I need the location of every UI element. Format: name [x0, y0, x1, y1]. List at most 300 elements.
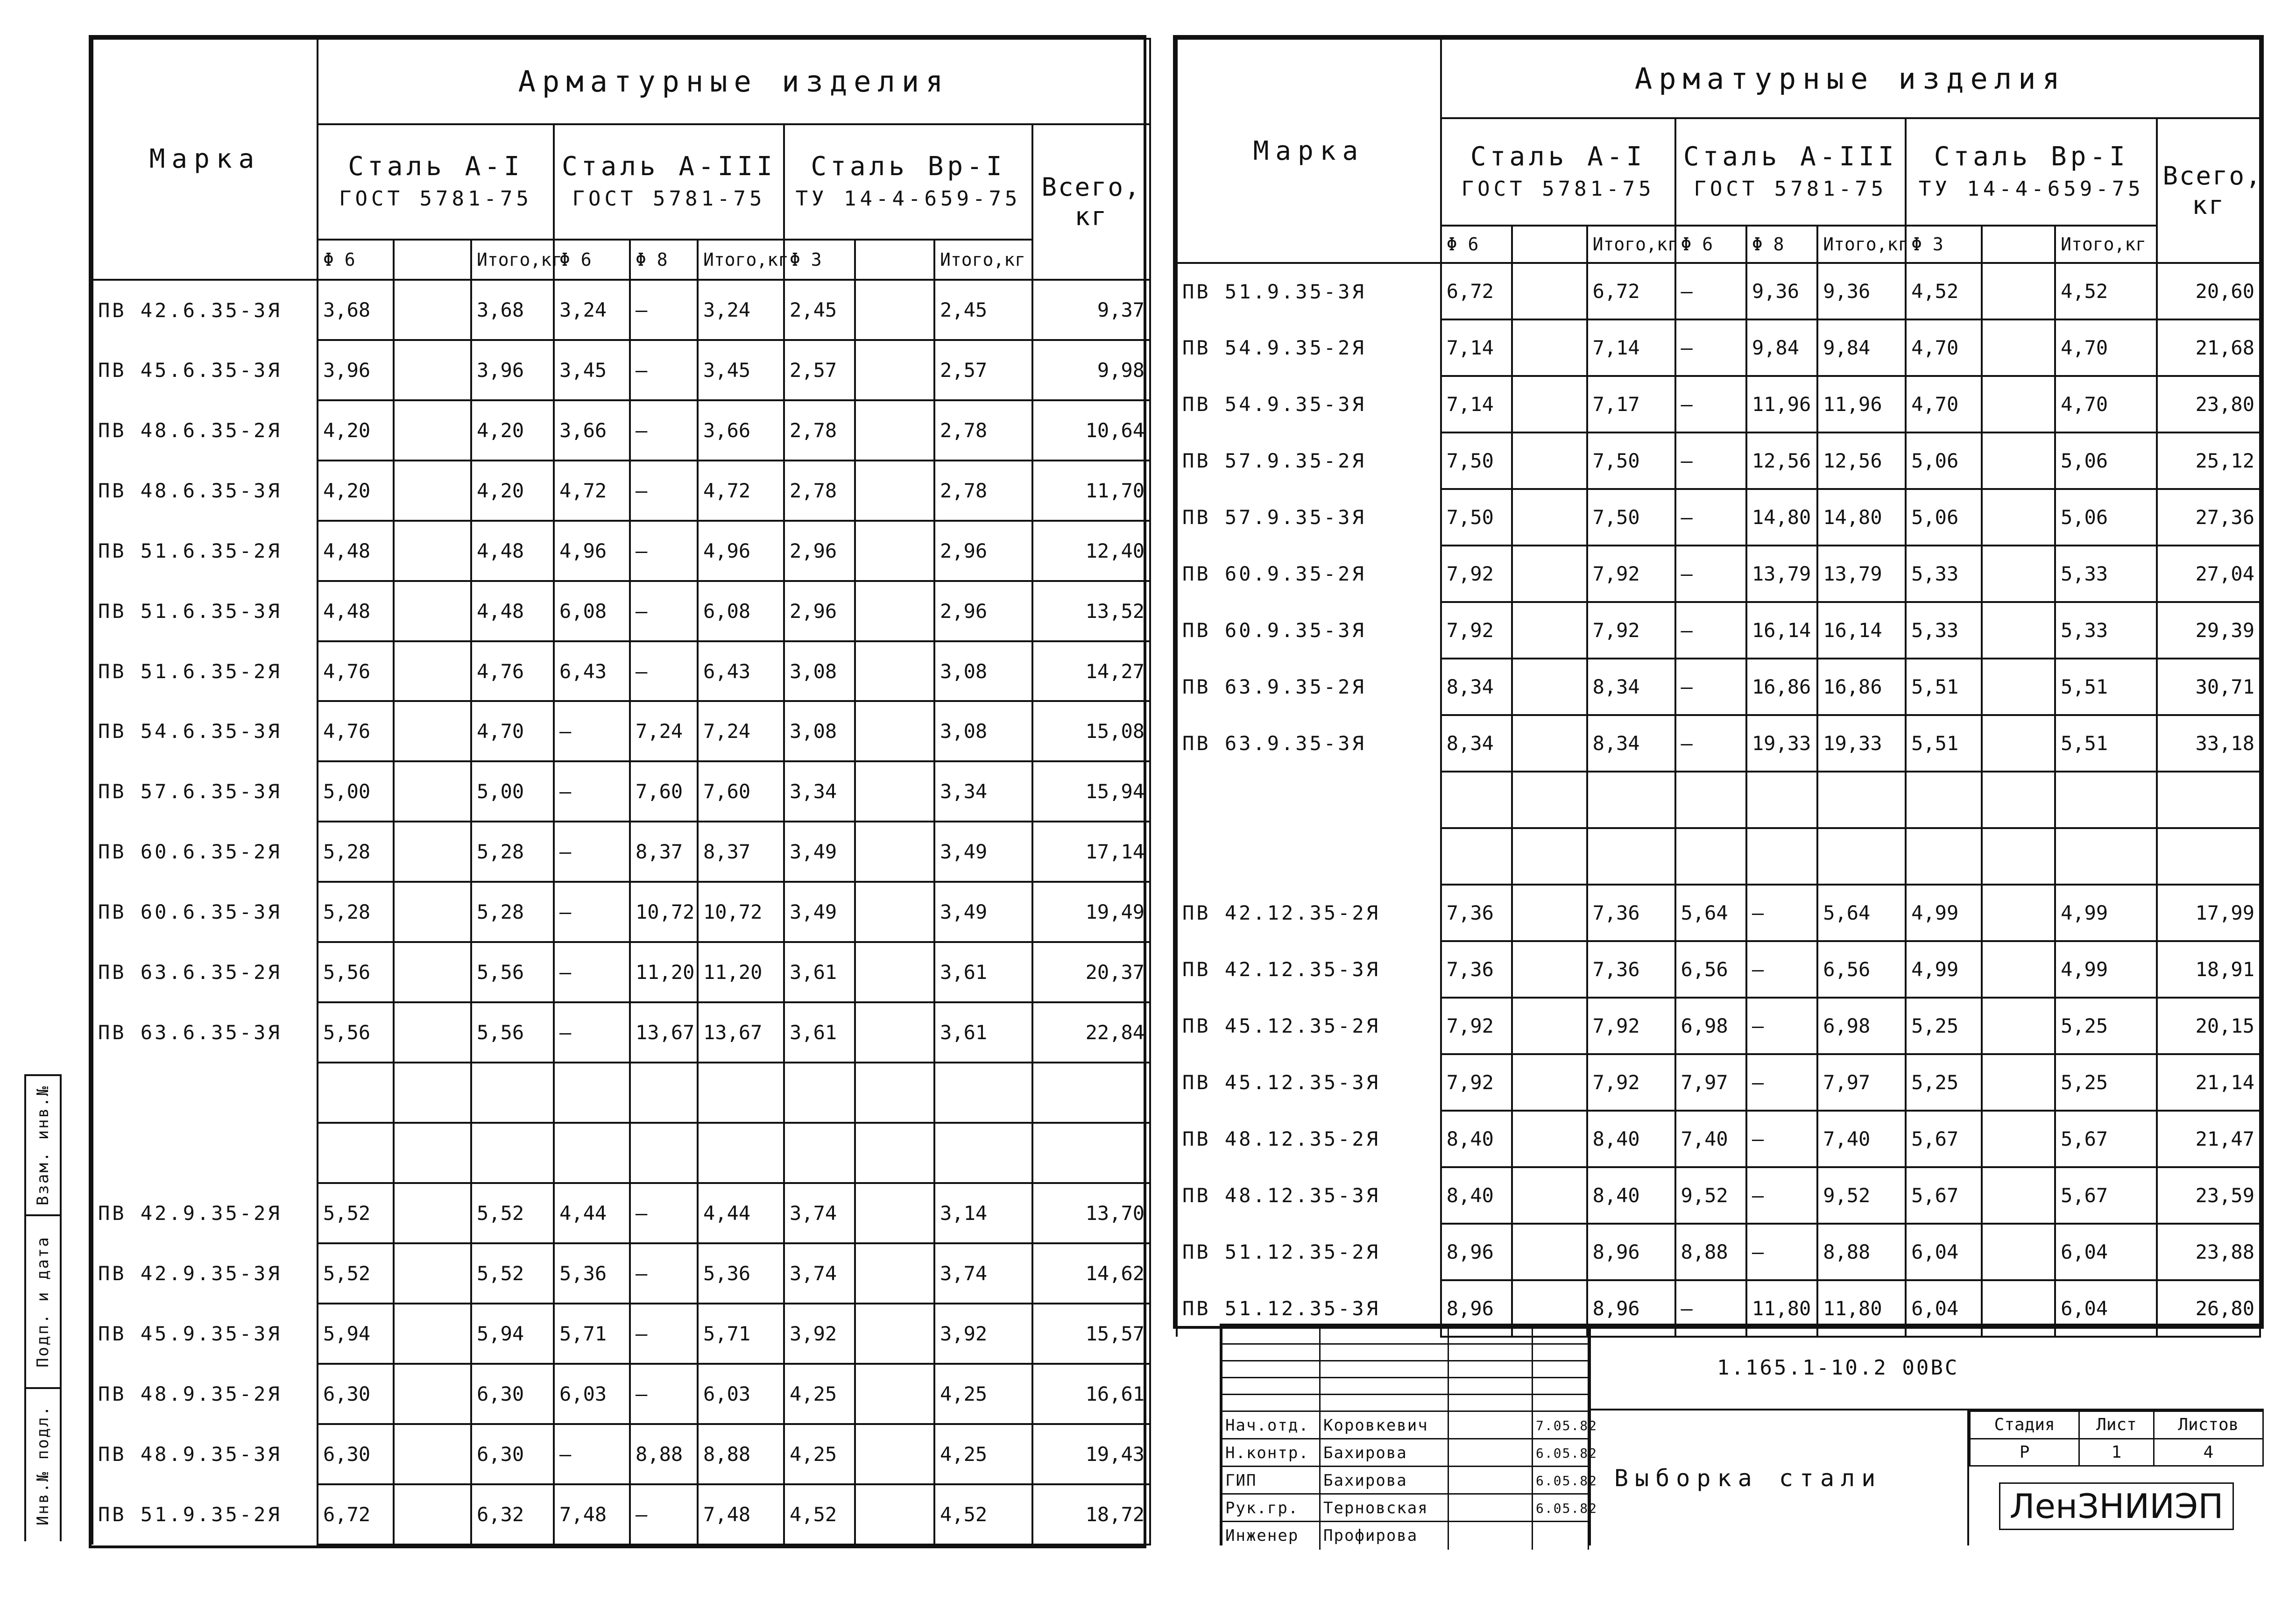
value-cell [1512, 715, 1587, 772]
value-cell: 4,70 [2055, 376, 2157, 432]
value-cell [698, 1123, 784, 1183]
value-cell [1982, 659, 2055, 715]
value-cell: 8,40 [1587, 1111, 1675, 1167]
value-cell [1587, 772, 1675, 828]
value-cell: 5,06 [2055, 432, 2157, 489]
value-cell [855, 340, 934, 400]
value-cell: 4,48 [471, 581, 554, 641]
value-cell: 6,04 [1906, 1280, 1982, 1337]
value-cell: 19,43 [1032, 1424, 1150, 1484]
signature-role-cell: ГИП [1222, 1467, 1321, 1495]
value-cell: 8,88 [1817, 1224, 1906, 1280]
value-cell [1512, 1054, 1587, 1111]
value-cell: — [630, 1304, 698, 1364]
value-cell [394, 340, 471, 400]
value-cell: 5,00 [318, 761, 394, 822]
value-cell: 2,45 [784, 280, 855, 340]
value-cell: — [1746, 998, 1817, 1054]
value-cell [855, 882, 934, 942]
value-cell: 13,70 [1032, 1183, 1150, 1243]
table-row [1177, 1111, 2260, 1167]
value-cell [855, 1484, 934, 1545]
value-cell [1512, 602, 1587, 659]
value-cell: 4,96 [698, 521, 784, 581]
table-row [1177, 602, 2260, 659]
value-cell: 3,66 [698, 400, 784, 461]
value-cell: 4,25 [934, 1364, 1032, 1424]
value-cell: — [1746, 941, 1817, 998]
empty-sub-header [855, 240, 934, 280]
value-cell [1512, 432, 1587, 489]
empty-sub-header [394, 240, 471, 280]
value-cell: 3,49 [934, 822, 1032, 882]
value-cell [394, 1304, 471, 1364]
value-cell [855, 1364, 934, 1424]
value-cell [855, 942, 934, 1002]
value-cell: 2,96 [784, 521, 855, 581]
signature-name-cell: Профирова [1321, 1522, 1449, 1550]
value-cell: 5,64 [1817, 885, 1906, 941]
value-cell [1441, 772, 1512, 828]
value-cell: 2,78 [784, 400, 855, 461]
value-cell: 11,80 [1746, 1280, 1817, 1337]
table-row [1177, 772, 2260, 828]
value-cell: 3,96 [471, 340, 554, 400]
mark-cell: ПВ 60.6.35-3Я [92, 882, 318, 942]
value-cell [1032, 1063, 1150, 1123]
value-cell: — [1746, 1054, 1817, 1111]
value-cell: 15,94 [1032, 761, 1150, 822]
value-cell: 6,03 [554, 1364, 630, 1424]
value-cell: 11,96 [1746, 376, 1817, 432]
value-cell: 5,52 [471, 1243, 554, 1304]
signature-name-cell: Терновская [1321, 1495, 1449, 1522]
value-cell: 12,56 [1817, 432, 1906, 489]
value-cell: 8,96 [1441, 1280, 1512, 1337]
marka-header: Марка [92, 39, 318, 280]
value-cell: — [1675, 319, 1746, 376]
value-cell [471, 1123, 554, 1183]
value-cell [1982, 1224, 2055, 1280]
value-cell: 14,27 [1032, 641, 1150, 702]
value-cell: 16,14 [1746, 602, 1817, 659]
value-cell: — [1675, 432, 1746, 489]
value-cell: — [554, 1002, 630, 1063]
mark-cell: ПВ 60.9.35-3Я [1177, 602, 1441, 659]
value-cell [2055, 828, 2157, 885]
value-cell: 6,04 [1906, 1224, 1982, 1280]
table-row [1177, 376, 2260, 432]
value-cell: — [630, 581, 698, 641]
table-row [1177, 546, 2260, 602]
value-cell [1512, 1167, 1587, 1224]
value-cell: 3,61 [934, 1002, 1032, 1063]
value-cell: 5,33 [1906, 602, 1982, 659]
value-cell: 6,56 [1675, 941, 1746, 998]
value-cell: 2,96 [784, 581, 855, 641]
reinforcement-header: Арматурные изделия [318, 39, 1150, 124]
table-row [1177, 659, 2260, 715]
table-row [92, 1123, 1150, 1183]
value-cell: 7,36 [1587, 941, 1675, 998]
table-row [1177, 1054, 2260, 1111]
value-cell: 8,40 [1441, 1167, 1512, 1224]
value-cell [1746, 828, 1817, 885]
value-cell [1817, 772, 1906, 828]
value-cell [855, 1123, 934, 1183]
value-cell [1441, 828, 1512, 885]
value-cell: 7,14 [1587, 319, 1675, 376]
value-cell: 3,74 [934, 1243, 1032, 1304]
steel-a1-header: Сталь А-I ГОСТ 5781-75 [318, 124, 554, 240]
value-cell: 14,62 [1032, 1243, 1150, 1304]
value-cell [1982, 376, 2055, 432]
side-signature-strip [24, 1074, 62, 1541]
value-cell: 7,48 [554, 1484, 630, 1545]
value-cell: 3,74 [784, 1183, 855, 1243]
mark-cell: ПВ 57.6.35-3Я [92, 761, 318, 822]
value-cell: 3,49 [784, 882, 855, 942]
value-cell [1817, 828, 1906, 885]
value-cell: 6,08 [554, 581, 630, 641]
mark-cell: ПВ 54.6.35-3Я [92, 701, 318, 761]
value-cell [1982, 432, 2055, 489]
right-spec-table [1173, 35, 2264, 1329]
value-cell: 20,15 [2157, 998, 2260, 1054]
itogo-header: Итого,кг [934, 240, 1032, 280]
sheet-label: Лист [2079, 1411, 2154, 1439]
value-cell: 17,99 [2157, 885, 2260, 941]
signature-row [1222, 1493, 1598, 1521]
mark-cell: ПВ 63.6.35-2Я [92, 942, 318, 1002]
signature-sign-cell [1449, 1467, 1533, 1495]
mark-cell: ПВ 48.12.35-2Я [1177, 1111, 1441, 1167]
value-cell: 19,33 [1817, 715, 1906, 772]
value-cell: — [1675, 546, 1746, 602]
value-cell: 7,92 [1441, 546, 1512, 602]
value-cell [1982, 602, 2055, 659]
value-cell: 4,76 [471, 641, 554, 702]
value-cell: — [630, 1484, 698, 1545]
value-cell: 16,61 [1032, 1364, 1150, 1424]
value-cell: 6,30 [318, 1364, 394, 1424]
value-cell: 23,80 [2157, 376, 2260, 432]
value-cell: 7,24 [698, 701, 784, 761]
value-cell: 16,14 [1817, 602, 1906, 659]
value-cell: 7,36 [1587, 885, 1675, 941]
value-cell [394, 461, 471, 521]
value-cell: 8,88 [698, 1424, 784, 1484]
itogo-header: Итого,кг [1817, 226, 1906, 263]
value-cell [1032, 1123, 1150, 1183]
value-cell: 6,04 [2055, 1280, 2157, 1337]
value-cell: 5,33 [1906, 546, 1982, 602]
sheet-value: 1 [2079, 1439, 2154, 1466]
value-cell [1512, 772, 1587, 828]
value-cell [855, 761, 934, 822]
value-cell: 2,57 [934, 340, 1032, 400]
value-cell: 5,94 [471, 1304, 554, 1364]
value-cell [1512, 1111, 1587, 1167]
value-cell: 9,84 [1817, 319, 1906, 376]
value-cell: 7,50 [1587, 489, 1675, 546]
value-cell: 3,24 [698, 280, 784, 340]
value-cell: 19,33 [1746, 715, 1817, 772]
value-cell: — [1675, 1280, 1746, 1337]
value-cell: 5,00 [471, 761, 554, 822]
value-cell [1746, 772, 1817, 828]
mark-cell: ПВ 42.9.35-2Я [92, 1183, 318, 1243]
value-cell: 4,99 [2055, 941, 2157, 998]
signature-name-cell: Коровкевич [1321, 1412, 1449, 1439]
diameter-8-header: Φ 8 [630, 240, 698, 280]
value-cell [1982, 828, 2055, 885]
steel-a3-header: Сталь А-III ГОСТ 5781-75 [554, 124, 784, 240]
value-cell [855, 1183, 934, 1243]
value-cell [394, 822, 471, 882]
value-cell: — [554, 761, 630, 822]
value-cell: 7,14 [1441, 376, 1512, 432]
left-spec-table [89, 35, 1146, 1548]
table-row [1177, 432, 2260, 489]
stage-sheet-block [1967, 1410, 2264, 1467]
value-cell [855, 1304, 934, 1364]
table-row [92, 521, 1150, 581]
signature-row [1222, 1438, 1598, 1466]
value-cell: 23,88 [2157, 1224, 2260, 1280]
value-cell: 8,34 [1441, 715, 1512, 772]
value-cell: 3,08 [784, 641, 855, 702]
value-cell: 5,71 [554, 1304, 630, 1364]
value-cell: 4,72 [698, 461, 784, 521]
value-cell [855, 400, 934, 461]
value-cell [1512, 659, 1587, 715]
signature-sign-cell [1449, 1439, 1533, 1467]
table-row [1177, 941, 2260, 998]
total-header: Всего, кг [1032, 124, 1150, 280]
table-row [1177, 885, 2260, 941]
value-cell: 4,99 [1906, 885, 1982, 941]
mark-cell: ПВ 51.6.35-3Я [92, 581, 318, 641]
value-cell: 5,51 [1906, 659, 1982, 715]
value-cell: 8,96 [1587, 1224, 1675, 1280]
value-cell: 5,33 [2055, 602, 2157, 659]
mark-cell: ПВ 48.6.35-3Я [92, 461, 318, 521]
value-cell [394, 1484, 471, 1545]
value-cell [394, 1002, 471, 1063]
value-cell [855, 1424, 934, 1484]
document-title: Выборка стали [1589, 1410, 1967, 1545]
value-cell: 6,72 [1441, 263, 1512, 319]
table-row [1177, 319, 2260, 376]
value-cell: 8,88 [630, 1424, 698, 1484]
value-cell: 7,14 [1441, 319, 1512, 376]
signature-row [1222, 1410, 1598, 1438]
value-cell [698, 1063, 784, 1123]
value-cell: 16,86 [1746, 659, 1817, 715]
value-cell [394, 1063, 471, 1123]
value-cell [394, 400, 471, 461]
value-cell [1982, 1054, 2055, 1111]
value-cell: — [1675, 376, 1746, 432]
value-cell [855, 822, 934, 882]
table-row [92, 1424, 1150, 1484]
value-cell: 7,92 [1441, 998, 1512, 1054]
value-cell: 21,68 [2157, 319, 2260, 376]
value-cell [1512, 546, 1587, 602]
value-cell: 7,36 [1441, 941, 1512, 998]
value-cell [2157, 772, 2260, 828]
mark-cell: ПВ 51.6.35-2Я [92, 641, 318, 702]
value-cell: 3,74 [784, 1243, 855, 1304]
mark-cell: ПВ 45.6.35-3Я [92, 340, 318, 400]
value-cell: — [1675, 715, 1746, 772]
table-row [1177, 489, 2260, 546]
value-cell [394, 1123, 471, 1183]
value-cell [1587, 828, 1675, 885]
value-cell: 29,39 [2157, 602, 2260, 659]
value-cell: 6,72 [318, 1484, 394, 1545]
value-cell [1982, 1167, 2055, 1224]
value-cell: 5,28 [318, 882, 394, 942]
table-row [92, 1063, 1150, 1123]
mark-cell [1177, 828, 1441, 885]
itogo-header: Итого,кг [1587, 226, 1675, 263]
value-cell: 9,52 [1675, 1167, 1746, 1224]
value-cell: — [554, 822, 630, 882]
value-cell: 5,25 [2055, 1054, 2157, 1111]
mark-cell: ПВ 63.9.35-2Я [1177, 659, 1441, 715]
mark-cell: ПВ 45.12.35-2Я [1177, 998, 1441, 1054]
value-cell: 5,51 [2055, 659, 2157, 715]
diameter-8-header: Φ 8 [1746, 226, 1817, 263]
value-cell: 8,37 [630, 822, 698, 882]
mark-cell: ПВ 57.9.35-2Я [1177, 432, 1441, 489]
mark-cell: ПВ 57.9.35-3Я [1177, 489, 1441, 546]
value-cell: 7,97 [1675, 1054, 1746, 1111]
value-cell [1675, 772, 1746, 828]
value-cell [630, 1063, 698, 1123]
value-cell: 3,96 [318, 340, 394, 400]
mark-cell: ПВ 51.9.35-3Я [1177, 263, 1441, 319]
value-cell [394, 581, 471, 641]
diameter-6-header: Φ 6 [1441, 226, 1512, 263]
value-cell [1512, 941, 1587, 998]
table-row [92, 1243, 1150, 1304]
value-cell [1675, 828, 1746, 885]
signature-role-cell: Н.контр. [1222, 1439, 1321, 1467]
value-cell [1982, 546, 2055, 602]
value-cell [1982, 772, 2055, 828]
mark-cell: ПВ 51.12.35-3Я [1177, 1280, 1441, 1337]
value-cell [1512, 885, 1587, 941]
value-cell: 8,96 [1441, 1224, 1512, 1280]
value-cell: — [1675, 263, 1746, 319]
table-row [1177, 263, 2260, 319]
table-row [1177, 828, 2260, 885]
value-cell: 5,25 [1906, 998, 1982, 1054]
value-cell [471, 1063, 554, 1123]
value-cell [318, 1123, 394, 1183]
value-cell [855, 1063, 934, 1123]
diameter-6-header: Φ 6 [318, 240, 394, 280]
value-cell: 3,61 [784, 942, 855, 1002]
value-cell: 17,14 [1032, 822, 1150, 882]
value-cell: — [1675, 602, 1746, 659]
value-cell: 5,56 [318, 942, 394, 1002]
value-cell: 4,70 [2055, 319, 2157, 376]
value-cell [394, 1183, 471, 1243]
stage-value: Р [1970, 1439, 2079, 1466]
value-cell: 8,34 [1587, 659, 1675, 715]
value-cell: 7,97 [1817, 1054, 1906, 1111]
value-cell: — [630, 280, 698, 340]
value-cell [1982, 263, 2055, 319]
signature-sign-cell [1449, 1522, 1533, 1550]
value-cell [1906, 828, 1982, 885]
value-cell: 20,60 [2157, 263, 2260, 319]
value-cell: — [630, 340, 698, 400]
value-cell: 4,25 [784, 1424, 855, 1484]
value-cell: 8,88 [1675, 1224, 1746, 1280]
value-cell: 5,67 [2055, 1167, 2157, 1224]
mark-cell: ПВ 42.9.35-3Я [92, 1243, 318, 1304]
signature-row [1222, 1521, 1589, 1548]
value-cell [1982, 998, 2055, 1054]
value-cell: 5,06 [1906, 489, 1982, 546]
value-cell: 5,25 [1906, 1054, 1982, 1111]
value-cell [1982, 941, 2055, 998]
steel-a3-header: Сталь А-III ГОСТ 5781-75 [1675, 118, 1906, 226]
value-cell: 5,56 [471, 942, 554, 1002]
value-cell: 5,64 [1675, 885, 1746, 941]
value-cell: — [554, 942, 630, 1002]
value-cell: 5,56 [318, 1002, 394, 1063]
value-cell: 7,50 [1587, 432, 1675, 489]
itogo-header: Итого,кг [698, 240, 784, 280]
signature-date-cell: 6.05.82 [1533, 1467, 1589, 1495]
value-cell: — [1746, 885, 1817, 941]
value-cell: 30,71 [2157, 659, 2260, 715]
value-cell [394, 882, 471, 942]
value-cell: 6,30 [318, 1424, 394, 1484]
value-cell: 4,70 [471, 701, 554, 761]
value-cell: 3,34 [934, 761, 1032, 822]
value-cell: 3,08 [784, 701, 855, 761]
value-cell: 7,92 [1441, 1054, 1512, 1111]
value-cell [394, 1424, 471, 1484]
value-cell: 5,51 [2055, 715, 2157, 772]
value-cell: 5,28 [318, 822, 394, 882]
document-code: 1.165.1-10.2 00ВС [1589, 1326, 2264, 1410]
value-cell: 27,36 [2157, 489, 2260, 546]
mark-cell [92, 1123, 318, 1183]
value-cell: 5,94 [318, 1304, 394, 1364]
itogo-header: Итого,кг [2055, 226, 2157, 263]
value-cell: 6,08 [698, 581, 784, 641]
value-cell: 13,79 [1746, 546, 1817, 602]
value-cell: 5,56 [471, 1002, 554, 1063]
value-cell: 3,92 [784, 1304, 855, 1364]
signature-date-cell [1533, 1522, 1589, 1550]
value-cell: 3,68 [318, 280, 394, 340]
value-cell: 6,30 [471, 1424, 554, 1484]
value-cell: 8,96 [1587, 1280, 1675, 1337]
value-cell: 5,52 [471, 1183, 554, 1243]
value-cell [554, 1123, 630, 1183]
value-cell: 10,72 [698, 882, 784, 942]
value-cell: 13,52 [1032, 581, 1150, 641]
